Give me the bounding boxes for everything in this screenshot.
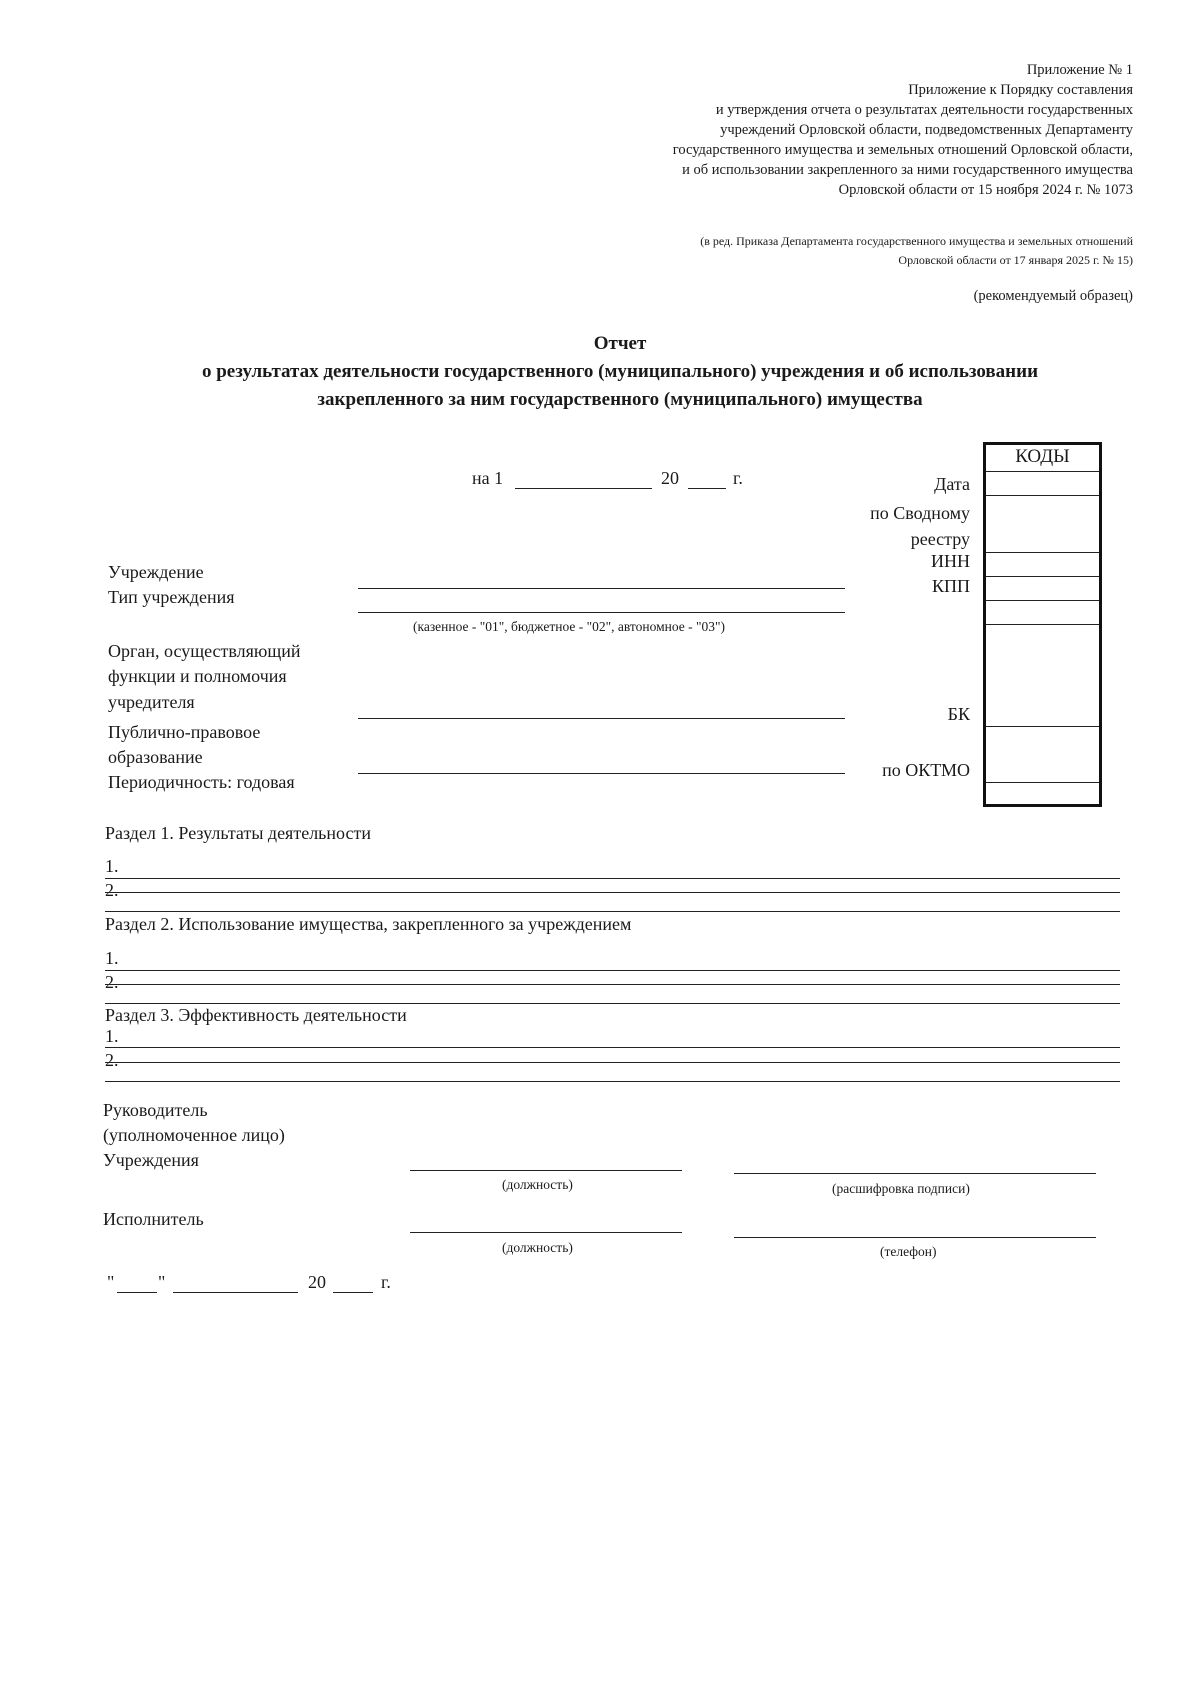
code-label-oktmo: по ОКТМО [882,760,970,780]
section-2-item-1-field[interactable] [105,970,1120,971]
executor-phone-field[interactable] [734,1237,1096,1238]
appendix-line: Приложение № 1 [1026,62,1133,78]
section-3-item-2-line [105,1081,1120,1082]
code-label-bk: БК [947,704,970,724]
field-label-public-entity: Публично-правовое [108,722,261,742]
section-2-title: Раздел 2. Использование имущества, закрепленного за учреждением [105,914,632,934]
appendix-line: и об использовании закрепленного за ними государственного имущества [682,162,1133,178]
section-3-item-1-field[interactable] [105,1047,1120,1048]
head-name-caption: (расшифровка подписи) [832,1181,970,1196]
code-cell-kpp[interactable] [986,577,1099,601]
section-1-item-2: 2. [105,880,119,900]
date-prefix: на 1 [472,468,504,488]
date-day-month-field[interactable] [515,488,652,489]
executor-position-field[interactable] [410,1232,682,1233]
date-year-prefix: 20 [661,468,679,488]
founder-field[interactable] [358,718,845,719]
section-3-item-1: 1. [105,1026,119,1046]
section-2-item-1: 1. [105,948,119,968]
field-label-type: Тип учреждения [108,587,235,607]
code-cell-oktmo[interactable] [986,727,1099,783]
amendment-line: (в ред. Приказа Департамента государственного имущества и земельных отношений [700,234,1133,248]
field-label-founder: Орган, осуществляющий [108,641,301,661]
footer-suffix: г. [381,1272,391,1292]
footer-year-field[interactable] [333,1292,373,1293]
code-cell-inn[interactable] [986,553,1099,577]
section-1-item-1-field[interactable] [105,878,1120,879]
document-title [0,330,1200,414]
appendix-header [673,60,1133,200]
section-2-item-2-line [105,1003,1120,1004]
head-position-caption: (должность) [502,1177,573,1192]
executor-position-caption: (должность) [502,1240,573,1255]
section-1-item-1: 1. [105,856,119,876]
title-line: Отчет [593,333,647,354]
code-cell-periodicity[interactable] [986,783,1099,804]
appendix-line: и утверждения отчета о результатах деятельности государственных [715,102,1133,118]
section-3-item-2: 2. [105,1050,119,1070]
footer-day-field[interactable] [117,1292,157,1293]
section-3-title: Раздел 3. Эффективность деятельности [105,1005,407,1025]
public-entity-field[interactable] [358,773,845,774]
code-label-registry-2: реестру [910,529,970,549]
footer-quote-close: " [158,1272,166,1292]
code-cell-type[interactable] [986,601,1099,625]
code-label-inn: ИНН [931,551,970,571]
appendix-line: Приложение к Порядку составления [908,82,1133,98]
code-label-kpp: КПП [931,576,970,596]
section-3-item-2-field[interactable] [105,1062,1120,1063]
appendix-line: государственного имущества и земельных отношений Орловской области, [672,142,1133,158]
code-cell-date[interactable] [986,472,1099,496]
executor-phone-caption: (телефон) [880,1244,937,1259]
code-label-date: Дата [934,474,970,494]
appendix-line: Орловской области от 15 ноября 2024 г. № 1073 [838,182,1133,198]
footer-quote-open: " [107,1272,115,1292]
code-cell-registry[interactable] [986,496,1099,553]
field-label-periodicity: Периодичность: годовая [108,772,295,792]
type-hint: (казенное - "01", бюджетное - "02", автономное - "03") [413,619,726,634]
section-2-item-2: 2. [105,972,119,992]
title-line: о результатах деятельности государственного (муниципального) учреждения и об использовании [201,361,1039,382]
section-1-title: Раздел 1. Результаты деятельности [105,823,371,843]
field-label-founder-2: функции и полномочия [108,666,287,686]
signature-head-label-2: (уполномоченное лицо) [103,1125,285,1145]
executor-label: Исполнитель [103,1209,204,1229]
code-cell-bk[interactable] [986,625,1099,727]
head-name-field[interactable] [734,1173,1096,1174]
head-position-field[interactable] [410,1170,682,1171]
title-line: закрепленного за ним государственного (муниципального) имущества [317,389,923,410]
institution-field[interactable] [358,588,845,589]
section-2-item-2-field[interactable] [105,984,1120,985]
appendix-line: учреждений Орловской области, подведомственных Департаменту [720,122,1133,138]
field-label-founder-3: учредителя [108,692,195,712]
footer-year-prefix: 20 [308,1272,326,1292]
code-label-registry: по Сводному [870,503,970,523]
amendment-note [700,232,1133,270]
codes-header: КОДЫ [986,445,1099,472]
type-field[interactable] [358,612,845,613]
footer-month-field[interactable] [173,1292,298,1293]
signature-head-label: Руководитель [103,1100,208,1120]
codes-table [983,442,1102,807]
sample-note: (рекомендуемый образец) [973,288,1133,304]
date-suffix: г. [733,468,743,488]
field-label-public-entity-2: образование [108,747,203,767]
section-1-item-2-field[interactable] [105,892,1120,893]
signature-head-label-3: Учреждения [103,1150,199,1170]
section-1-item-2-line [105,911,1120,912]
date-year-field[interactable] [688,488,726,489]
amendment-line: Орловской области от 17 января 2025 г. № 15) [898,253,1133,267]
field-label-institution: Учреждение [108,562,204,582]
